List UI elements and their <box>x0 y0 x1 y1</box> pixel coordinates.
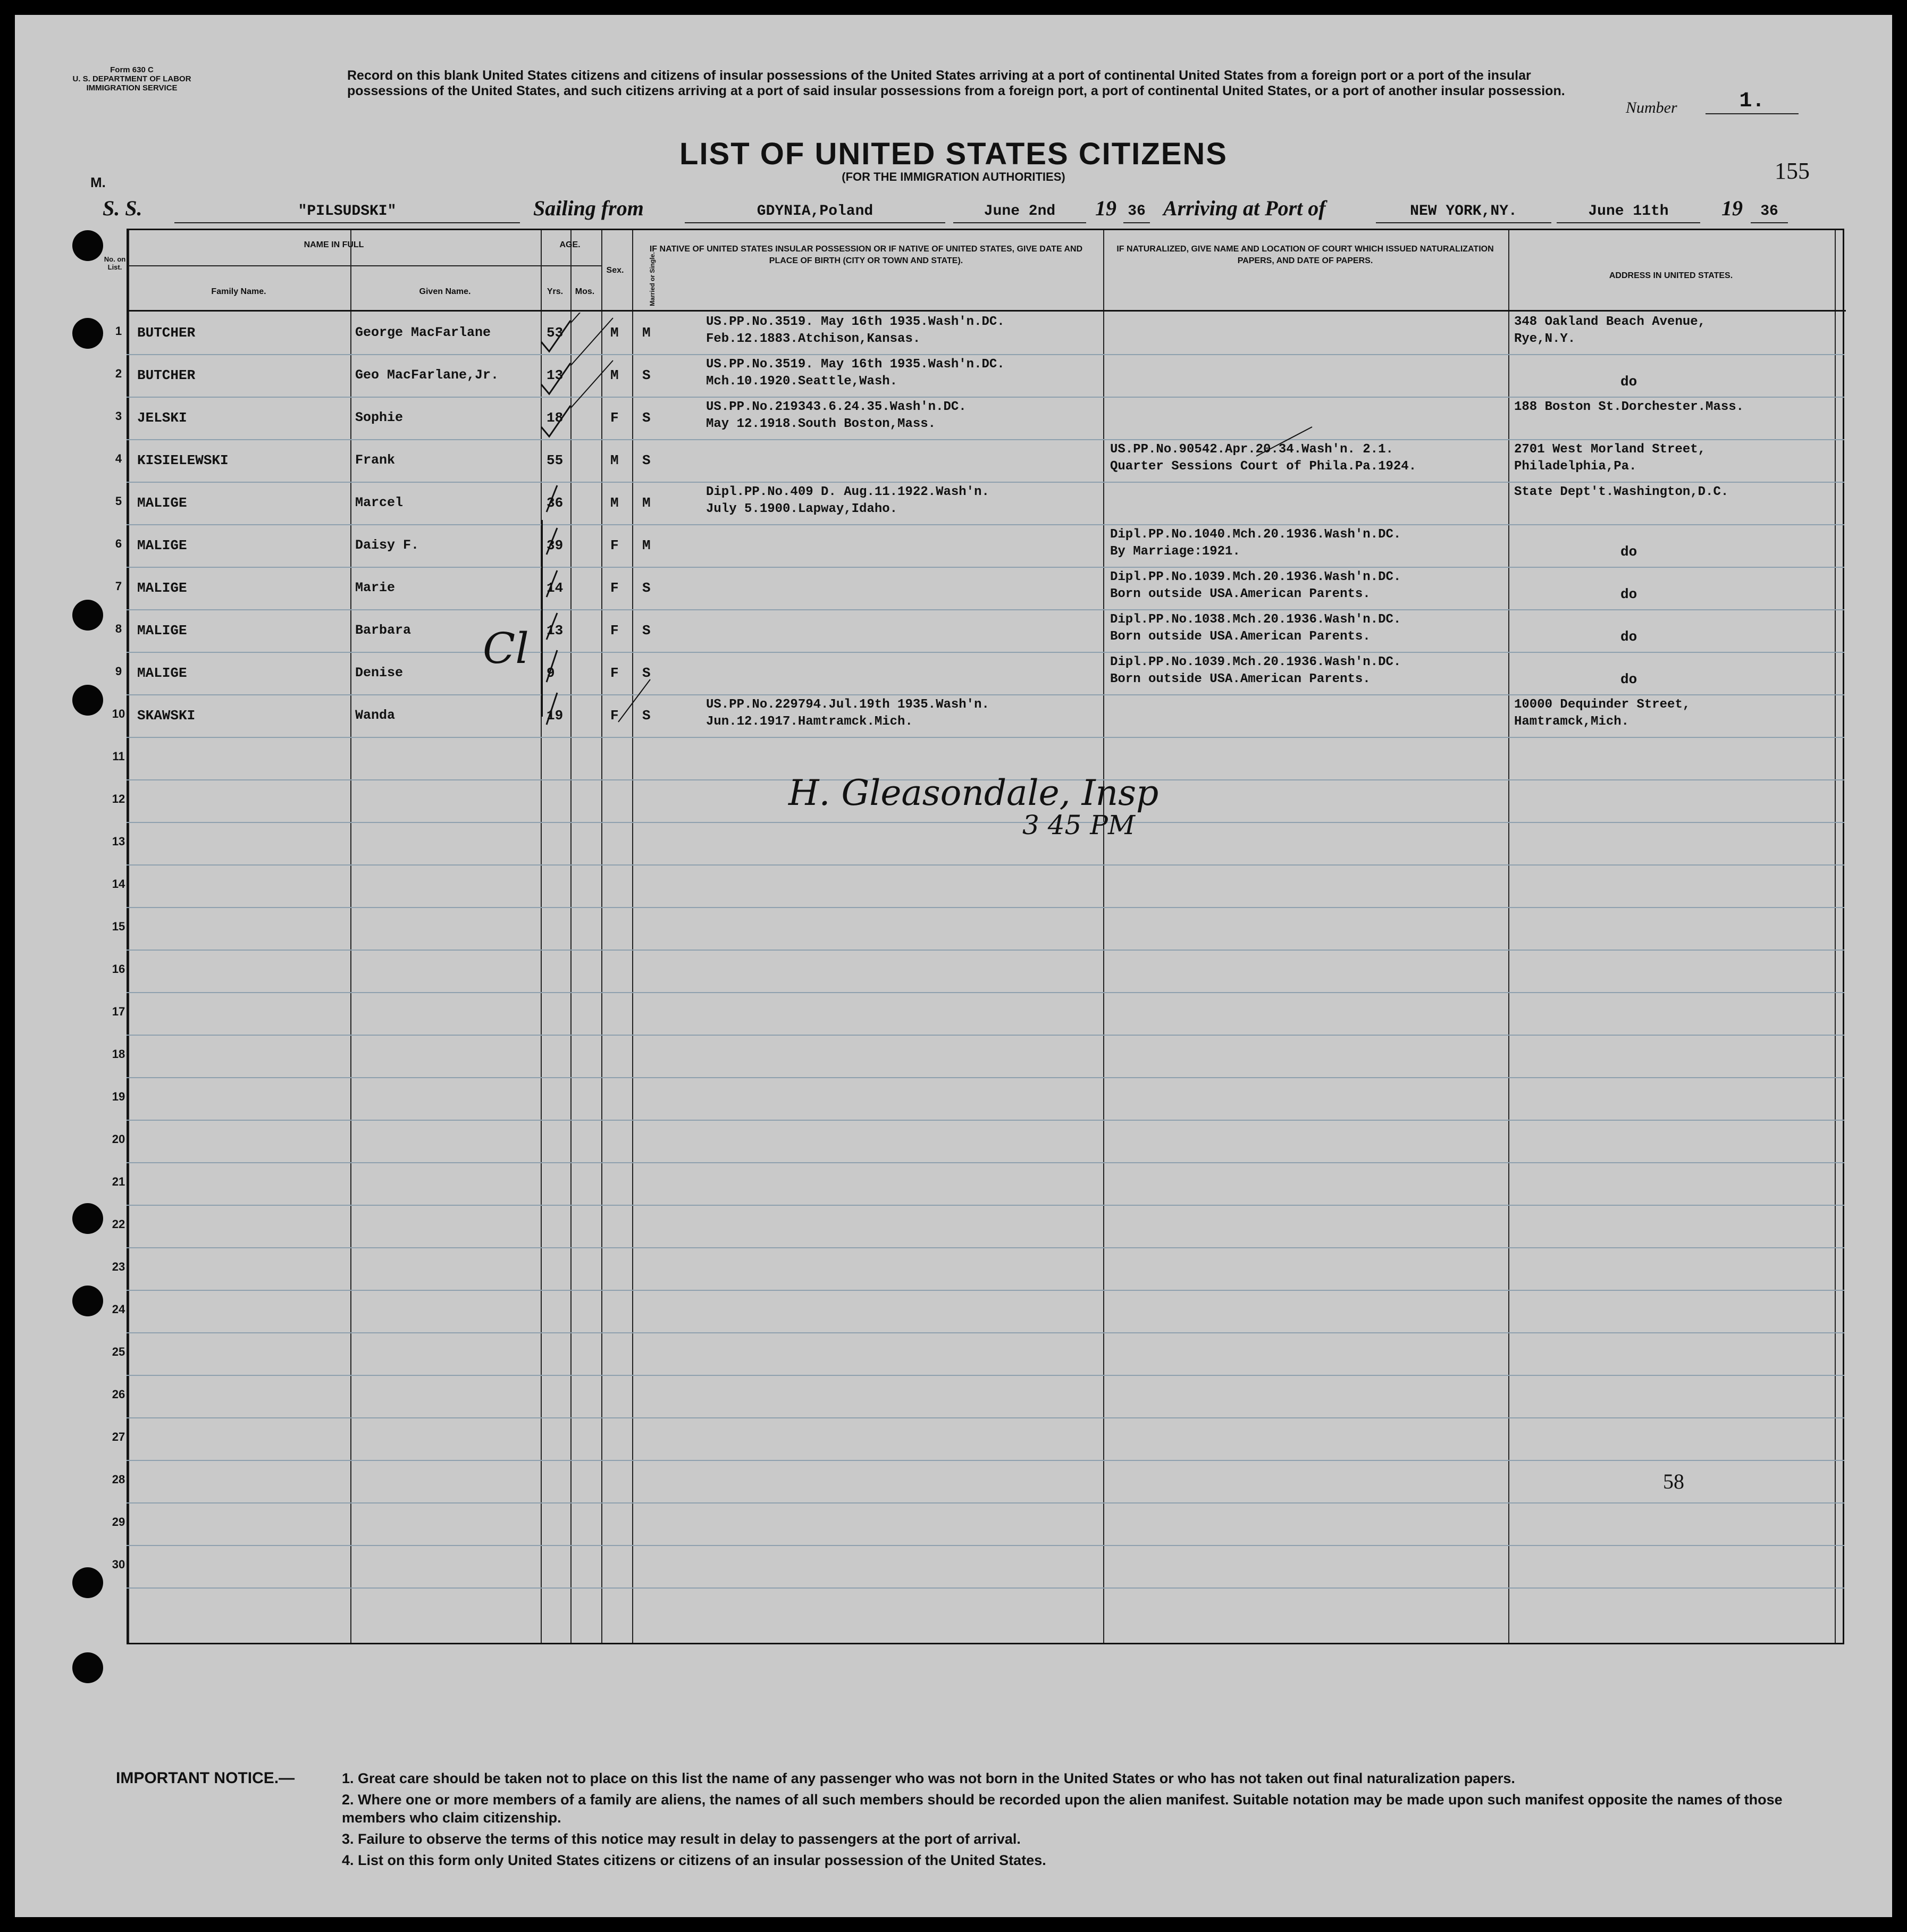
given-name: Daisy F. <box>355 537 419 553</box>
address-line-1: do <box>1620 629 1637 645</box>
table-row <box>127 1503 1844 1546</box>
col-header-naturalized: IF NATURALIZED, GIVE NAME AND LOCATION OF COURT WHICH ISSUED NATURALIZATION PAPERS, AND DATE OF PAPERS. <box>1116 245 1494 265</box>
table-row <box>127 1291 1844 1333</box>
row-number: 9 <box>115 665 122 678</box>
pen-stroke <box>1254 424 1317 461</box>
naturalization-line-2: Born outside USA.American Parents. <box>1110 629 1371 644</box>
family-name: KISIELEWSKI <box>137 452 229 468</box>
page-number: 155 <box>1775 158 1810 184</box>
notice-item-4: 4. List on this form only United States citizens or citizens of an insular possession of the United States. <box>342 1852 1046 1868</box>
address-line-1: do <box>1620 544 1637 560</box>
sailing-year: 36 <box>1123 201 1150 223</box>
stamp-number: 58 <box>1663 1469 1684 1493</box>
bracket-line <box>541 520 548 717</box>
ss-label: S. S. <box>103 196 142 220</box>
given-name: Marcel <box>355 495 404 510</box>
address-line-2: Philadelphia,Pa. <box>1514 459 1637 474</box>
age-years: 9 <box>547 665 555 681</box>
row-number: 8 <box>115 622 122 635</box>
row-number: 5 <box>115 494 122 508</box>
binder-hole <box>72 1567 103 1598</box>
manifest-sheet <box>15 15 1892 1917</box>
birth-line-2: Jun.12.1917.Hamtramck.Mich. <box>706 715 913 729</box>
row-number: 18 <box>112 1047 125 1061</box>
married-or-single: S <box>642 452 651 468</box>
col-header-age: AGE. <box>559 240 581 249</box>
row-number: 27 <box>112 1430 125 1443</box>
naturalization-line-1: Dipl.PP.No.1039.Mch.20.1936.Wash'n.DC. <box>1110 570 1401 584</box>
notice-title: IMPORTANT NOTICE.— <box>116 1769 295 1787</box>
married-or-single: S <box>642 580 651 596</box>
table-row <box>127 951 1844 993</box>
address-line-2: Rye,N.Y. <box>1514 332 1576 346</box>
number-label: Number <box>1626 99 1677 116</box>
sex: F <box>610 623 619 639</box>
address-line-1: 10000 Dequinder Street, <box>1514 698 1691 712</box>
row-number: 6 <box>115 537 122 550</box>
sex: M <box>610 495 619 511</box>
col-header-name-in-full: NAME IN FULL <box>304 240 364 249</box>
married-or-single: S <box>642 623 651 639</box>
binder-hole <box>72 1652 103 1683</box>
table-row <box>127 823 1844 866</box>
table-row <box>127 1418 1844 1461</box>
address-line-2: Hamtramck,Mich. <box>1514 715 1629 729</box>
col-header-sex: Sex. <box>606 266 624 275</box>
row-number: 29 <box>112 1515 125 1528</box>
naturalization-line-2: Born outside USA.American Parents. <box>1110 672 1371 686</box>
sailing-from-port: GDYNIA,Poland <box>685 201 945 223</box>
col-header-no: No. on List. <box>104 255 126 271</box>
row-number: 16 <box>112 962 125 976</box>
birth-line-2: Feb.12.1883.Atchison,Kansas. <box>706 332 921 346</box>
row-number: 20 <box>112 1132 125 1146</box>
arriving-date: June 11th <box>1557 201 1700 223</box>
sex: F <box>610 410 619 426</box>
address-line-1: 348 Oakland Beach Avenue, <box>1514 315 1706 329</box>
address-line-1: do <box>1620 671 1637 687</box>
family-name: SKAWSKI <box>137 708 196 724</box>
married-or-single: M <box>642 325 651 341</box>
row-number: 17 <box>112 1005 125 1018</box>
sex: M <box>610 325 619 341</box>
naturalization-line-1: Dipl.PP.No.1040.Mch.20.1936.Wash'n.DC. <box>1110 527 1401 542</box>
family-name: MALIGE <box>137 665 187 681</box>
birth-line-1: US.PP.No.229794.Jul.19th 1935.Wash'n. <box>706 698 989 712</box>
family-name: JELSKI <box>137 410 187 426</box>
birth-line-2: July 5.1900.Lapway,Idaho. <box>706 502 898 516</box>
handwritten-initial: Cl <box>483 624 529 673</box>
table-row <box>127 866 1844 908</box>
family-name: BUTCHER <box>137 325 196 341</box>
row-number: 13 <box>112 835 125 848</box>
inspector-signature: H. Gleasondale, Insp <box>788 772 1159 813</box>
family-name: MALIGE <box>137 580 187 596</box>
notice-item-3: 3. Failure to observe the terms of this notice may result in delay to passengers at the port of arrival. <box>342 1831 1021 1847</box>
ship-name: "PILSUDSKI" <box>174 201 520 223</box>
row-number: 3 <box>115 409 122 423</box>
family-name: MALIGE <box>137 537 187 553</box>
address-line-1: do <box>1620 374 1637 390</box>
married-or-single: M <box>642 495 651 511</box>
naturalization-line-1: Dipl.PP.No.1038.Mch.20.1936.Wash'n.DC. <box>1110 612 1401 627</box>
given-name: Denise <box>355 665 404 681</box>
age-years: 13 <box>547 367 564 383</box>
age-years: 36 <box>547 495 564 511</box>
arriving-year-prefix: 19 <box>1721 196 1743 220</box>
row-number: 12 <box>112 792 125 805</box>
row-number: 4 <box>115 452 122 465</box>
sex: F <box>610 580 619 596</box>
married-or-single: M <box>642 537 651 553</box>
arriving-port: NEW YORK,NY. <box>1376 201 1551 223</box>
age-years: 55 <box>547 452 564 468</box>
row-number: 1 <box>115 324 122 338</box>
age-years: 53 <box>547 325 564 341</box>
table-row <box>127 1121 1844 1163</box>
naturalization-line-1: Dipl.PP.No.1039.Mch.20.1936.Wash'n.DC. <box>1110 655 1401 669</box>
married-or-single: S <box>642 708 651 724</box>
binder-hole <box>72 1203 103 1234</box>
family-name: BUTCHER <box>137 367 196 383</box>
row-number: 19 <box>112 1090 125 1103</box>
row-number: 25 <box>112 1345 125 1358</box>
page-subtitle: (FOR THE IMMIGRATION AUTHORITIES) <box>842 170 1065 183</box>
binder-hole <box>72 600 103 631</box>
row-number: 28 <box>112 1473 125 1486</box>
arriving-year: 36 <box>1751 201 1788 223</box>
service-name: IMMIGRATION SERVICE <box>86 83 178 93</box>
table-row <box>127 1376 1844 1418</box>
sex: F <box>610 665 619 681</box>
family-name: MALIGE <box>137 495 187 511</box>
table-row <box>127 1078 1844 1121</box>
sailing-date: June 2nd <box>953 201 1086 223</box>
row-number: 11 <box>112 750 125 763</box>
given-name: George MacFarlane <box>355 325 491 340</box>
given-name: Marie <box>355 580 396 595</box>
binder-hole <box>72 318 103 349</box>
age-years: 14 <box>547 580 564 596</box>
naturalization-line-2: Quarter Sessions Court of Phila.Pa.1924. <box>1110 459 1417 474</box>
age-years: 18 <box>547 410 564 426</box>
address-line-1: 188 Boston St.Dorchester.Mass. <box>1514 400 1744 414</box>
table-row <box>127 1333 1844 1376</box>
table-row <box>127 993 1844 1036</box>
birth-line-1: Dipl.PP.No.409 D. Aug.11.1922.Wash'n. <box>706 485 989 499</box>
instruction-text: Record on this blank United States citizens and citizens of insular possessions of the United States arriving at a port of continental United States from a foreign port or a port of the insular possessions of the United States, and such citizens arriving at a port of said insular possessions from a foreign port, a port of continental United States, or a port of another insular possession. <box>347 68 1565 98</box>
time-note: 3 45 PM <box>1022 810 1136 841</box>
naturalization-line-2: By Marriage:1921. <box>1110 544 1240 559</box>
department-name: U. S. DEPARTMENT OF LABOR <box>72 74 191 83</box>
age-years: 39 <box>547 537 564 553</box>
m-mark: M. <box>90 174 106 190</box>
sex: F <box>610 537 619 553</box>
col-header-birth: IF NATIVE OF UNITED STATES INSULAR POSSESSION OR IF NATIVE OF UNITED STATES, GIVE DATE AND PLACE OF BIRTH (CITY OR TOWN AND STATE). <box>649 245 1083 265</box>
table-row <box>127 1248 1844 1291</box>
given-name: Wanda <box>355 708 396 723</box>
arriving-label: Arriving at Port of <box>1163 196 1326 220</box>
col-header-address: ADDRESS IN UNITED STATES. <box>1609 271 1733 280</box>
col-header-family-name: Family Name. <box>211 287 266 296</box>
page-title: LIST OF UNITED STATES CITIZENS <box>679 137 1228 171</box>
row-number: 10 <box>112 707 125 720</box>
row-number: 15 <box>112 920 125 933</box>
given-name: Geo MacFarlane,Jr. <box>355 367 499 383</box>
sex: F <box>610 708 619 724</box>
address-line-1: State Dept't.Washington,D.C. <box>1514 485 1729 499</box>
family-name: MALIGE <box>137 623 187 639</box>
age-years: 19 <box>547 708 564 724</box>
age-years: 13 <box>547 623 564 639</box>
birth-line-1: US.PP.No.3519. May 16th 1935.Wash'n.DC. <box>706 315 1005 329</box>
sailing-year-prefix: 19 <box>1095 196 1116 220</box>
row-number: 14 <box>112 877 125 891</box>
sailing-from-label: Sailing from <box>533 196 644 220</box>
given-name: Frank <box>355 452 396 468</box>
number-value: 1. <box>1706 89 1799 114</box>
table-row <box>127 1461 1844 1503</box>
col-header-married-or-single: Married or Single. <box>649 252 656 306</box>
notice-item-1: 1. Great care should be taken not to place on this list the name of any passenger who was not born in the United States or who has not taken out final naturalization papers. <box>342 1770 1515 1786</box>
address-line-1: do <box>1620 586 1637 602</box>
row-number: 7 <box>115 579 122 593</box>
row-number: 24 <box>112 1303 125 1316</box>
married-or-single: S <box>642 410 651 426</box>
row-number: 30 <box>112 1558 125 1571</box>
table-row <box>127 1546 1844 1589</box>
row-number: 22 <box>112 1217 125 1231</box>
sex: M <box>610 367 619 383</box>
form-department-block <box>63 65 201 93</box>
row-number: 21 <box>112 1175 125 1188</box>
naturalization-line-2: Born outside USA.American Parents. <box>1110 587 1371 601</box>
birth-line-2: May 12.1918.South Boston,Mass. <box>706 417 936 431</box>
form-number: Form 630 C <box>110 65 154 74</box>
birth-line-2: Mch.10.1920.Seattle,Wash. <box>706 374 898 389</box>
binder-hole <box>72 685 103 716</box>
binder-hole <box>72 230 103 261</box>
given-name: Barbara <box>355 623 411 638</box>
naturalization-line-1: US.PP.No.90542.Apr.20.34.Wash'n. 2.1. <box>1110 442 1393 457</box>
birth-line-1: US.PP.No.3519. May 16th 1935.Wash'n.DC. <box>706 357 1005 372</box>
birth-line-1: US.PP.No.219343.6.24.35.Wash'n.DC. <box>706 400 967 414</box>
table-row <box>127 1163 1844 1206</box>
notice-item-2: 2. Where one or more members of a family are aliens, the names of all such members should be recorded upon the alien manifest. Suitable notation may be made upon such manifest opposite the names of those members who claim citizenship. <box>342 1792 1783 1826</box>
address-line-1: 2701 West Morland Street, <box>1514 442 1706 457</box>
col-header-yrs: Yrs. <box>547 287 564 296</box>
col-header-given-name: Given Name. <box>419 287 471 296</box>
row-number: 2 <box>115 367 122 380</box>
sex: M <box>610 452 619 468</box>
married-or-single: S <box>642 367 651 383</box>
table-row <box>127 908 1844 951</box>
given-name: Sophie <box>355 410 404 425</box>
row-number: 23 <box>112 1260 125 1273</box>
row-number: 26 <box>112 1388 125 1401</box>
check-marks-column <box>539 313 677 749</box>
col-header-mos: Mos. <box>575 287 595 296</box>
table-row <box>127 1206 1844 1248</box>
married-or-single: S <box>642 665 651 681</box>
binder-hole <box>72 1286 103 1316</box>
table-row <box>127 1036 1844 1078</box>
